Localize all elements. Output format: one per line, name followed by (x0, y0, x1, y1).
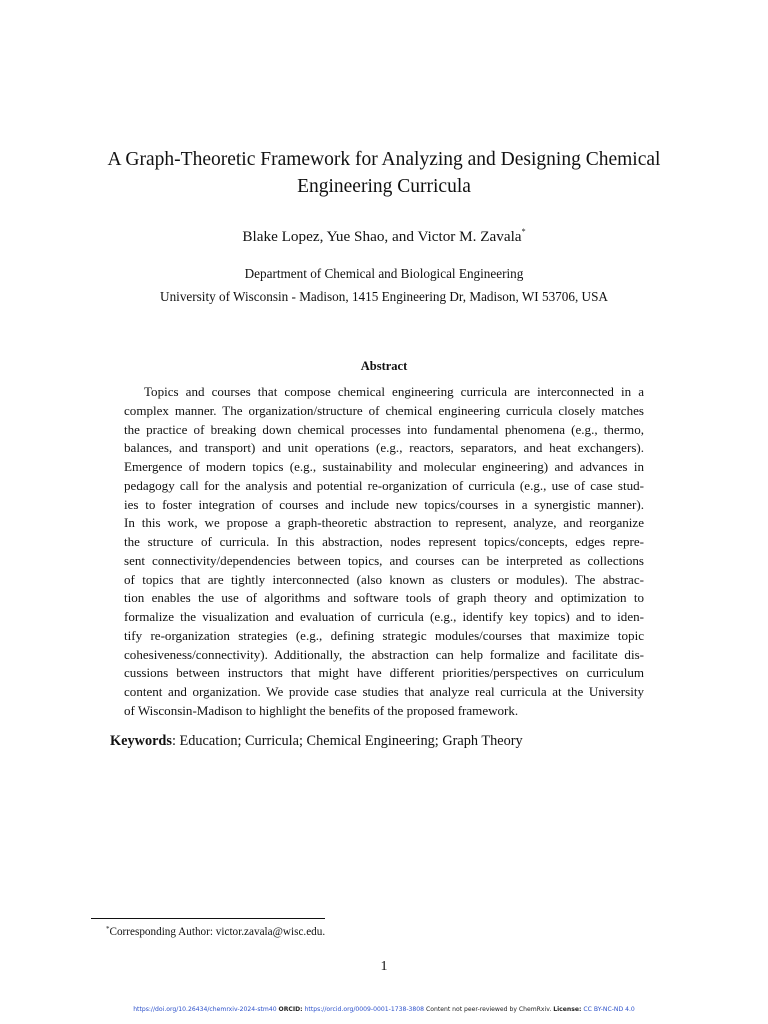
keywords-line (110, 732, 523, 751)
footnote-marker: * (106, 925, 110, 933)
page-number: 1 (380, 959, 388, 974)
abstract-line: cussions between instructors that might have different priorities/perspectives on curriculum (124, 665, 644, 681)
abstract-line: complex manner. The organization/structure of chemical engineering curricula closely matches (124, 402, 644, 418)
abstract-line: sent connectivity/dependencies between topics, and courses can be interpreted as collections (124, 552, 644, 568)
abstract-line: Emergence of modern topics (e.g., sustainability and molecular engineering) and advances in (124, 459, 644, 474)
footnote (106, 922, 325, 939)
footnote-text: Corresponding Author: victor.zavala@wisc.edu. (109, 926, 326, 938)
keywords-label: Keywords (110, 733, 172, 749)
preprint-banner (0, 1005, 768, 1014)
abstract-line: formalize the visualization and evaluation of curricula (e.g., identify key topics) and to iden- (124, 609, 644, 624)
abstract-line: pedagogy call for the analysis and potential re-organization of curricula (e.g., use of case stud- (124, 477, 644, 493)
abstract-heading: Abstract (360, 359, 408, 373)
author-list (0, 222, 768, 247)
affiliation-address: University of Wisconsin - Madison, 1415 Engineering Dr, Madison, WI 53706, USA (160, 289, 608, 304)
abstract-body (124, 383, 644, 721)
review-note: Content not peer-reviewed by ChemRxiv. (425, 1006, 552, 1013)
keywords-text: : Education; Curricula; Chemical Engineering; Graph Theory (171, 733, 523, 749)
corresponding-author-marker: * (521, 227, 526, 236)
license-link[interactable]: CC BY-NC-ND 4.0 (583, 1006, 635, 1013)
orcid-label: ORCID: (278, 1006, 303, 1013)
abstract-line: ies to foster integration of courses and include new topics/courses in a synergistic manner). (124, 496, 644, 512)
abstract-line: of Wisconsin-Madison to highlight the benefits of the proposed framework. (124, 702, 519, 718)
abstract-line: tify re-organization strategies (e.g., defining strategic modules/courses that maximize topic (124, 627, 644, 643)
license-label: License: (553, 1006, 582, 1013)
abstract-line: balances, and transport) and unit operations (e.g., reactors, separators, and heat exchangers). (124, 440, 644, 456)
abstract-line: the practice of breaking down chemical processes into fundamental phenomena (e.g., thermo, (124, 421, 644, 437)
author-names: Blake Lopez, Yue Shao, and Victor M. Zavala (242, 228, 522, 245)
abstract-line: cohesiveness/connectivity). Additionally, the abstraction can help formalize and facilitate dis- (124, 646, 644, 662)
abstract-line: Topics and courses that compose chemical engineering curricula are interconnected in a (144, 384, 644, 399)
doi-link[interactable]: https://doi.org/10.26434/chemrxiv-2024-stm40 (133, 1006, 277, 1013)
abstract-line: In this work, we propose a graph-theoretic abstraction to represent, analyze, and reorganize (124, 515, 644, 531)
abstract-line: the structure of curricula. In this abstraction, nodes represent topics/concepts, edges repre- (124, 534, 644, 549)
abstract-line: tion enables the use of algorithms and software tools of graph theory and optimization to (124, 590, 644, 606)
paper-title (0, 146, 768, 200)
orcid-link[interactable]: https://orcid.org/0009-0001-1738-3808 (304, 1006, 425, 1013)
footnote-divider (91, 918, 325, 919)
paper-title-line-2: Engineering Curricula (297, 176, 471, 197)
paper-title-line-1: A Graph-Theoretic Framework for Analyzing and Designing Chemical (107, 149, 661, 170)
abstract-line: content and organization. We provide case studies that analyze real curricula at the University (124, 684, 644, 699)
affiliation-department: Department of Chemical and Biological Engineering (244, 266, 524, 281)
abstract-line: of topics that are tightly interconnected (also known as clusters or modules). The abstrac- (124, 571, 644, 587)
